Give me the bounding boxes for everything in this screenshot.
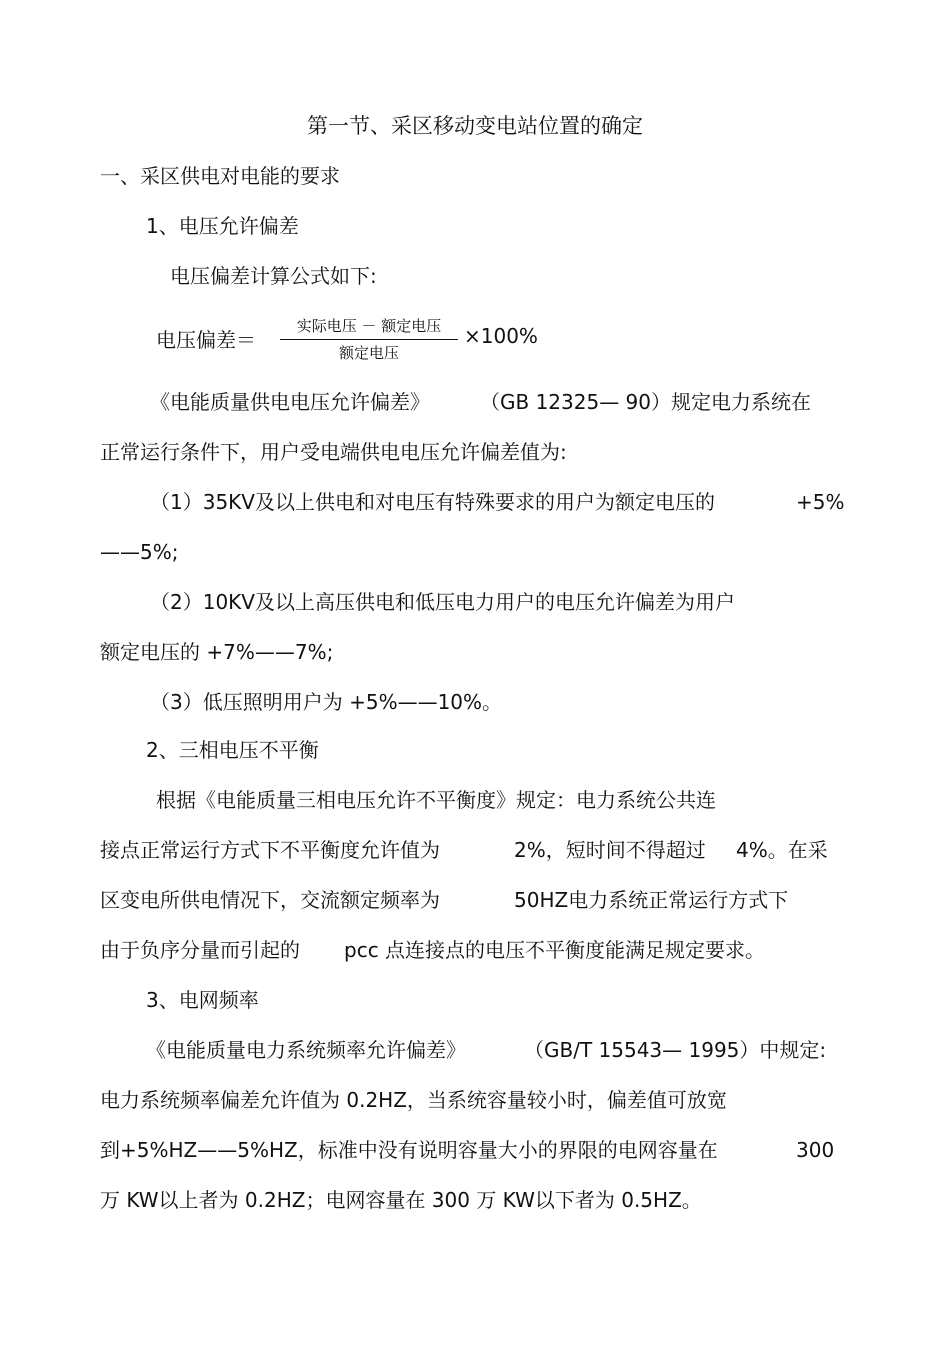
subsection-heading-three-phase: 2、三相电压不平衡 bbox=[146, 738, 319, 762]
paragraph-text: 区变电所供电情况下，交流额定频率为 bbox=[100, 888, 440, 912]
list-item-1: （1）35KV及以上供电和对电压有特殊要求的用户为额定电压的 bbox=[150, 490, 715, 514]
formula-numerator: 实际电压 － 额定电压 bbox=[296, 317, 442, 335]
paragraph-text: 接点正常运行方式下不平衡度允许值为 bbox=[100, 838, 440, 862]
subsection-heading-voltage-deviation: 1、电压允许偏差 bbox=[146, 214, 299, 238]
list-item-2: （2）10KV及以上高压供电和低压电力用户的电压允许偏差为用户 bbox=[150, 590, 735, 614]
paragraph-text: 《电能质量电力系统频率允许偏差》 bbox=[146, 1038, 466, 1062]
paragraph-text: pcc 点连接点的电压不平衡度能满足规定要求。 bbox=[344, 938, 766, 962]
paragraph-text: 《电能质量供电电压允许偏差》 bbox=[150, 390, 430, 414]
list-item-1-value: +5% bbox=[796, 490, 845, 514]
section-heading: 一、采区供电对电能的要求 bbox=[100, 164, 340, 188]
paragraph-text: 300 bbox=[796, 1138, 835, 1162]
subsection-heading-frequency: 3、电网频率 bbox=[146, 988, 259, 1012]
list-item-2-cont: 额定电压的 +7%——7%; bbox=[100, 640, 334, 664]
paragraph-text: 由于负序分量而引起的 bbox=[100, 938, 300, 962]
paragraph-text: 万 KW以上者为 0.2HZ；电网容量在 300 万 KW以下者为 0.5HZ。 bbox=[100, 1188, 702, 1212]
formula-lhs: 电压偏差＝ bbox=[156, 328, 256, 352]
paragraph-text: 根据《电能质量三相电压允许不平衡度》规定：电力系统公共连 bbox=[156, 788, 716, 812]
paragraph-text: 2%，短时间不得超过 bbox=[514, 838, 706, 862]
paragraph-text: 电力系统频率偏差允许值为 0.2HZ，当系统容量较小时，偏差值可放宽 bbox=[100, 1088, 727, 1112]
paragraph-text: 4%。在采 bbox=[736, 838, 828, 862]
fraction-bar bbox=[280, 339, 458, 340]
page-title: 第一节、采区移动变电站位置的确定 bbox=[307, 114, 643, 138]
paragraph-text: （GB/T 15543— 1995）中规定: bbox=[524, 1038, 827, 1062]
formula-intro: 电压偏差计算公式如下: bbox=[170, 264, 377, 288]
paragraph-text: 正常运行条件下，用户受电端供电电压允许偏差值为: bbox=[100, 440, 567, 464]
formula-fraction bbox=[280, 316, 458, 363]
paragraph-text: 到+5%HZ——5%HZ，标准中没有说明容量大小的界限的电网容量在 bbox=[100, 1138, 718, 1162]
paragraph-text: （GB 12325— 90）规定电力系统在 bbox=[480, 390, 812, 414]
formula-multiplier: ×100% bbox=[464, 324, 538, 348]
list-item-1-cont: ——5%; bbox=[100, 540, 179, 564]
formula-denominator: 额定电压 bbox=[338, 344, 399, 362]
list-item-3: （3）低压照明用户为 +5%——10%。 bbox=[150, 690, 503, 714]
paragraph-text: 50HZ电力系统正常运行方式下 bbox=[514, 888, 789, 912]
